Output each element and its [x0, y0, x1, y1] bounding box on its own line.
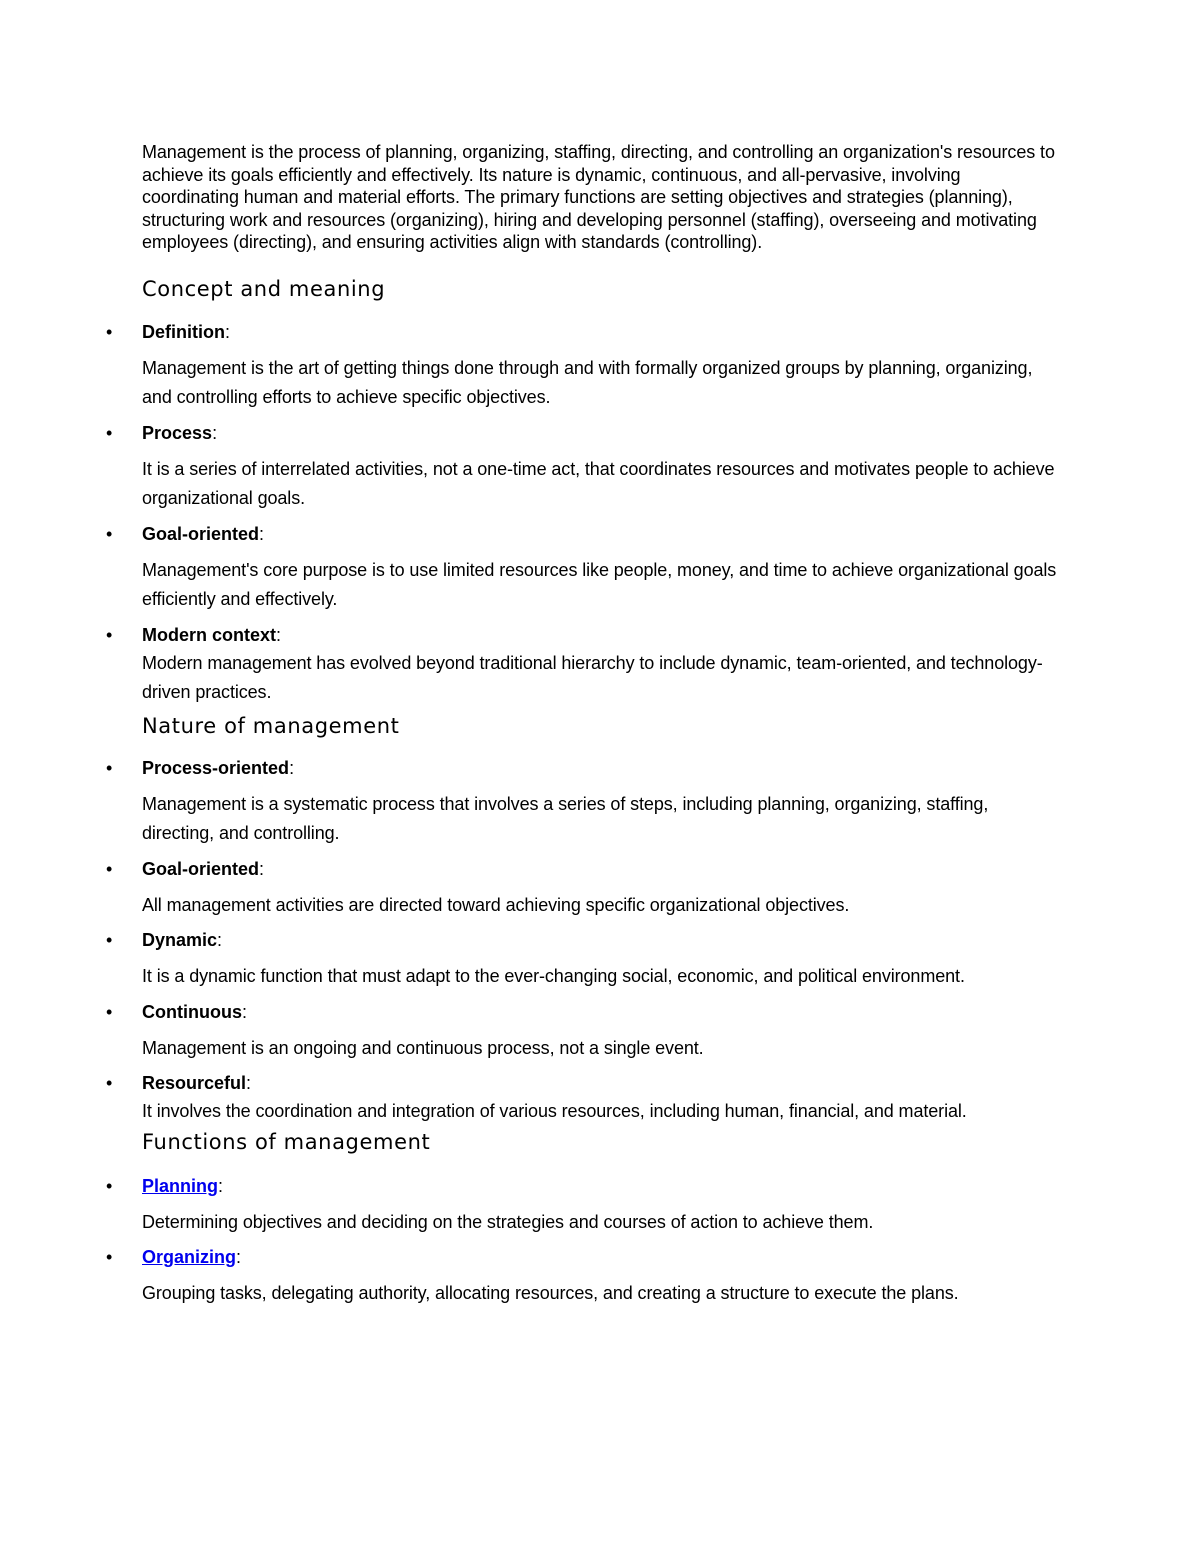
- term-description: Management is the art of getting things done through and with formally organized groups by planning, organizing, and controlling efforts to achieve specific objectives.: [142, 357, 1033, 407]
- term-label: Continuous: [142, 1001, 242, 1022]
- list-item: • Definition: Management is the art of getting things done through and with formally organized groups by planning, organizing, and controlling efforts to achieve specific objectives.: [142, 321, 1057, 413]
- section-heading-concept: Concept and meaning: [142, 276, 386, 301]
- bullet-icon: •: [106, 757, 113, 778]
- term-description: Management is an ongoing and continuous process, not a single event.: [142, 1037, 704, 1058]
- bullet-icon: •: [106, 1073, 113, 1093]
- bullet-icon: •: [106, 624, 113, 645]
- term-label: Resourceful: [142, 1073, 247, 1093]
- list-item: • Goal-oriented: All management activities are directed toward achieving specific organizational objectives.: [142, 858, 1057, 921]
- bullet-icon: •: [106, 858, 113, 879]
- bullet-icon: •: [106, 1175, 113, 1196]
- planning-link[interactable]: Planning: [142, 1175, 218, 1196]
- term-label: Process: [142, 422, 213, 443]
- section-heading-functions: Functions of management: [142, 1129, 431, 1154]
- term-description: It involves the coordination and integration of various resources, including human, financial, and material.: [142, 1101, 967, 1121]
- term-label: Dynamic: [142, 930, 218, 950]
- list-item: • Planning: Determining objectives and deciding on the strategies and courses of action to achieve them.: [142, 1175, 1057, 1238]
- list-item: • Resourceful: It involves the coordination and integration of various resources, including human, financial, and material.: [142, 1072, 1057, 1127]
- term-description: Grouping tasks, delegating authority, allocating resources, and creating a structure to execute the plans.: [142, 1283, 959, 1303]
- bullet-icon: •: [106, 1001, 113, 1022]
- term-label: Goal-oriented: [142, 858, 260, 879]
- term-label: Modern context: [142, 624, 277, 645]
- bullet-icon: •: [106, 321, 113, 342]
- list-item: • Process-oriented: Management is a systematic process that involves a series of steps, including planning, organizing, staffing, directing, and controlling.: [142, 757, 1057, 849]
- bullet-icon: •: [106, 523, 113, 544]
- term-description: It is a dynamic function that must adapt to the ever-changing social, economic, and political environment.: [142, 966, 965, 986]
- term-description: Modern management has evolved beyond traditional hierarchy to include dynamic, team-oriented, and technology-driven practices.: [142, 652, 1043, 702]
- list-item: • Process: It is a series of interrelated activities, not a one-time act, that coordinates resources and motivates people to achieve organizational goals.: [142, 422, 1057, 514]
- organizing-link[interactable]: Organizing: [142, 1247, 236, 1267]
- list-item: • Organizing: Grouping tasks, delegating authority, allocating resources, and creating a structure to execute the plans.: [142, 1246, 1057, 1309]
- section-heading-nature: Nature of management: [142, 713, 400, 738]
- term-description: It is a series of interrelated activities, not a one-time act, that coordinates resources and motivates people to achieve organizational goals.: [142, 458, 1055, 508]
- term-description: Management is a systematic process that involves a series of steps, including planning, organizing, staffing, directing, and controlling.: [142, 793, 989, 843]
- intro-paragraph: Management is the process of planning, organizing, staffing, directing, and controlling an organization's resources to achieve its goals efficiently and effectively. Its nature is dynamic, continuous, and all-pervasive, involving coordinating human and material efforts. The primary functions are setting objectives and strategies (planning), structuring work and resources (organizing), hiring and developing personnel (staffing), overseeing and motivating employees (directing), and ensuring activities align with standards (controlling).: [142, 142, 1055, 252]
- term-description: All management activities are directed toward achieving specific organizational objectives.: [142, 894, 850, 915]
- term-label: Definition: [142, 321, 225, 342]
- term-description: Management's core purpose is to use limited resources like people, money, and time to achieve organizational goals efficiently and effectively.: [142, 559, 1057, 609]
- term-description: Determining objectives and deciding on the strategies and courses of action to achieve them.: [142, 1211, 874, 1232]
- term-label: Goal-oriented: [142, 523, 260, 544]
- bullet-icon: •: [106, 422, 113, 443]
- bullet-icon: •: [106, 1247, 113, 1267]
- list-item: • Modern context: Modern management has evolved beyond traditional hierarchy to include dynamic, team-oriented, and technology-driven practices.: [142, 624, 1057, 708]
- list-item: • Goal-oriented: Management's core purpose is to use limited resources like people, money, and time to achieve organizational goals efficiently and effectively.: [142, 523, 1057, 615]
- bullet-icon: •: [106, 930, 113, 950]
- document-page: [106, 141, 1057, 1309]
- term-label: Process-oriented: [142, 757, 290, 778]
- list-item: • Continuous: Management is an ongoing and continuous process, not a single event.: [142, 1001, 1057, 1064]
- list-item: • Dynamic: It is a dynamic function that must adapt to the ever-changing social, economic, and political environment.: [142, 929, 1057, 992]
